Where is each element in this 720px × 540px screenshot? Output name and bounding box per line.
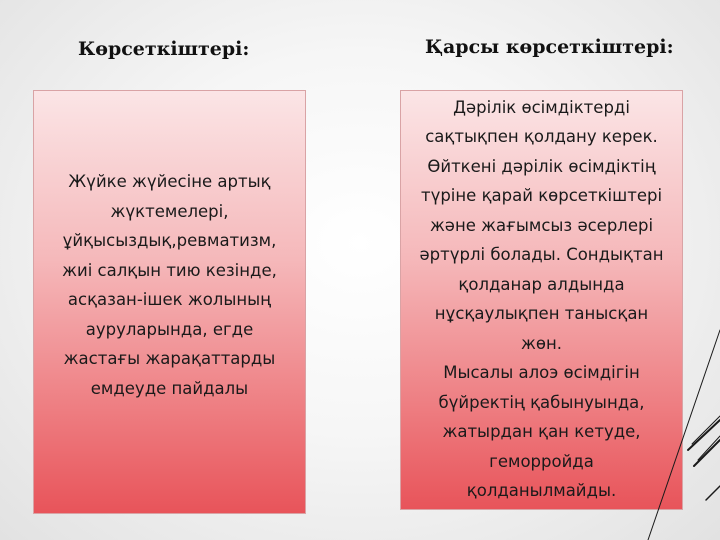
indications-box (33, 90, 306, 514)
contraindications-text: Дәрілік өсімдіктерді сақтықпен қолдану керек. Өйткені дәрілік өсімдіктің түріне қарай көрсеткіштері және жағымсыз әсерлері әртүрлі болады. Сондықтан қолданар алдында нұсқаулықпен танысқан жөн. Мысалы алоэ өсімдігін бүйректің қабынуында, жатырдан қан кетуде, геморройда қолданылмайды. (419, 97, 664, 500)
deco-line-e (706, 486, 720, 500)
decorative-lines (520, 300, 720, 540)
indications-heading: Көрсеткіштері: (78, 38, 250, 60)
deco-line-d (698, 436, 720, 460)
deco-line-long (648, 330, 720, 540)
indications-text: Жүйке жүйесіне артық жүктемелері, ұйқысыздық,ревматизм, жиі салқын тию кезінде, асқазан-ішек жолының ауруларында, егде жастағы жарақаттарды емдеуде пайдалы (62, 172, 277, 398)
contraindications-heading: Қарсы көрсеткіштері: (425, 36, 674, 58)
deco-line-b (692, 416, 720, 444)
deco-line-c (694, 440, 720, 466)
